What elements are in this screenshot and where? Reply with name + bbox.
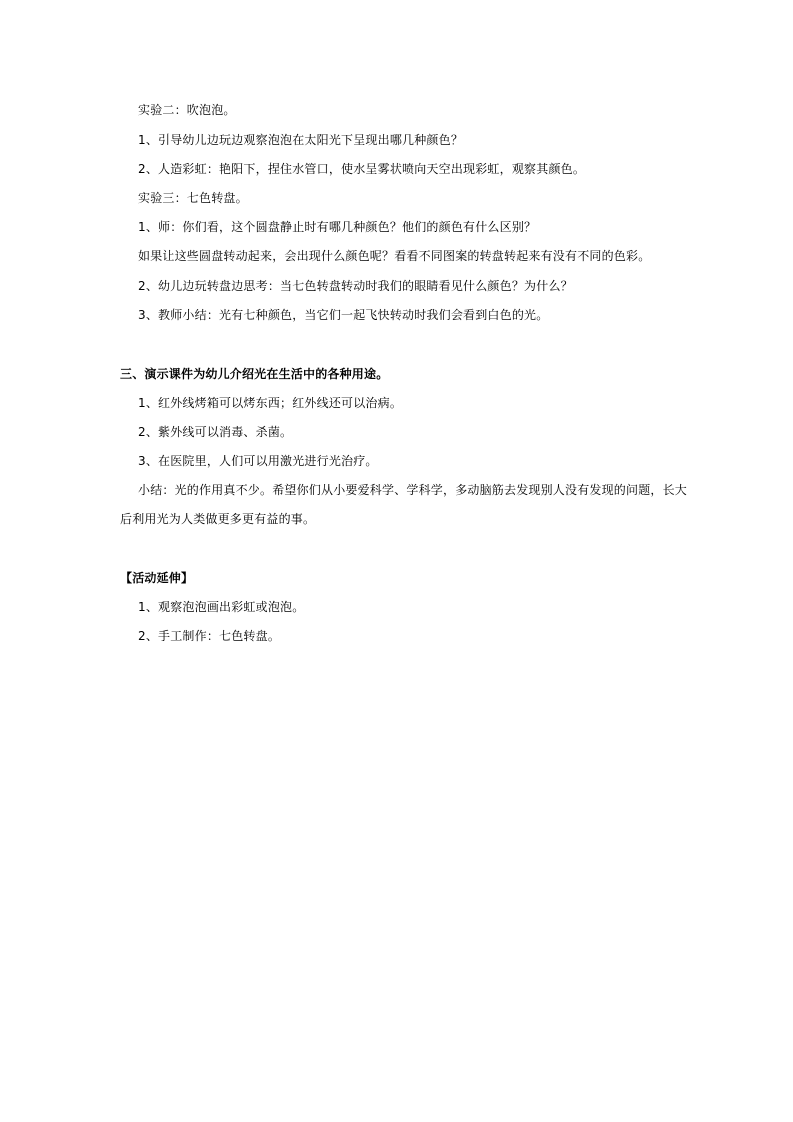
experiment3-item-1-follow: 如果让这些圆盘转动起来，会出现什么颜色呢？看看不同图案的转盘转起来有没有不同的色彩。: [138, 249, 651, 263]
extension-item-2: 2、手工制作：七色转盘。: [138, 629, 281, 643]
experiment2-item-1: 1、引导幼儿边玩边观察泡泡在太阳光下呈现出哪几种颜色？: [138, 133, 464, 147]
experiment2-title: 实验二：吹泡泡。: [138, 103, 236, 117]
section3-item-3: 3、在医院里，人们可以用激光进行光治疗。: [138, 454, 378, 468]
section3-item-2: 2、紫外线可以消毒、杀菌。: [138, 425, 293, 439]
extension-item-1: 1、观察泡泡画出彩虹或泡泡。: [138, 600, 305, 614]
experiment2-item-2: 2、人造彩虹：艳阳下，捏住水管口，使水呈雾状喷向天空出现彩虹，观察其颜色。: [138, 162, 586, 176]
section3-item-1: 1、红外线烤箱可以烤东西；红外线还可以治病。: [138, 396, 403, 410]
experiment3-item-2: 2、幼儿边玩转盘边思考：当七色转盘转动时我们的眼睛看见什么颜色？为什么？: [138, 279, 573, 293]
experiment3-item-1: 1、师：你们看，这个圆盘静止时有哪几种颜色？他们的颜色有什么区别？: [138, 220, 537, 234]
section3-heading: 三、演示课件为幼儿介绍光在生活中的各种用途。: [120, 367, 389, 381]
section3-summary-line-1: 小结：光的作用真不少。希望你们从小要爱科学、学科学，多动脑筋去发现别人没有发现的问题，长大: [138, 483, 688, 497]
extension-heading: 【活动延伸】: [120, 571, 194, 585]
section3-summary-line-2: 后利用光为人类做更多更有益的事。: [120, 512, 316, 526]
experiment3-item-3: 3、教师小结：光有七种颜色，当它们一起飞快转动时我们会看到白色的光。: [138, 308, 549, 322]
experiment3-title: 实验三：七色转盘。: [138, 191, 248, 205]
